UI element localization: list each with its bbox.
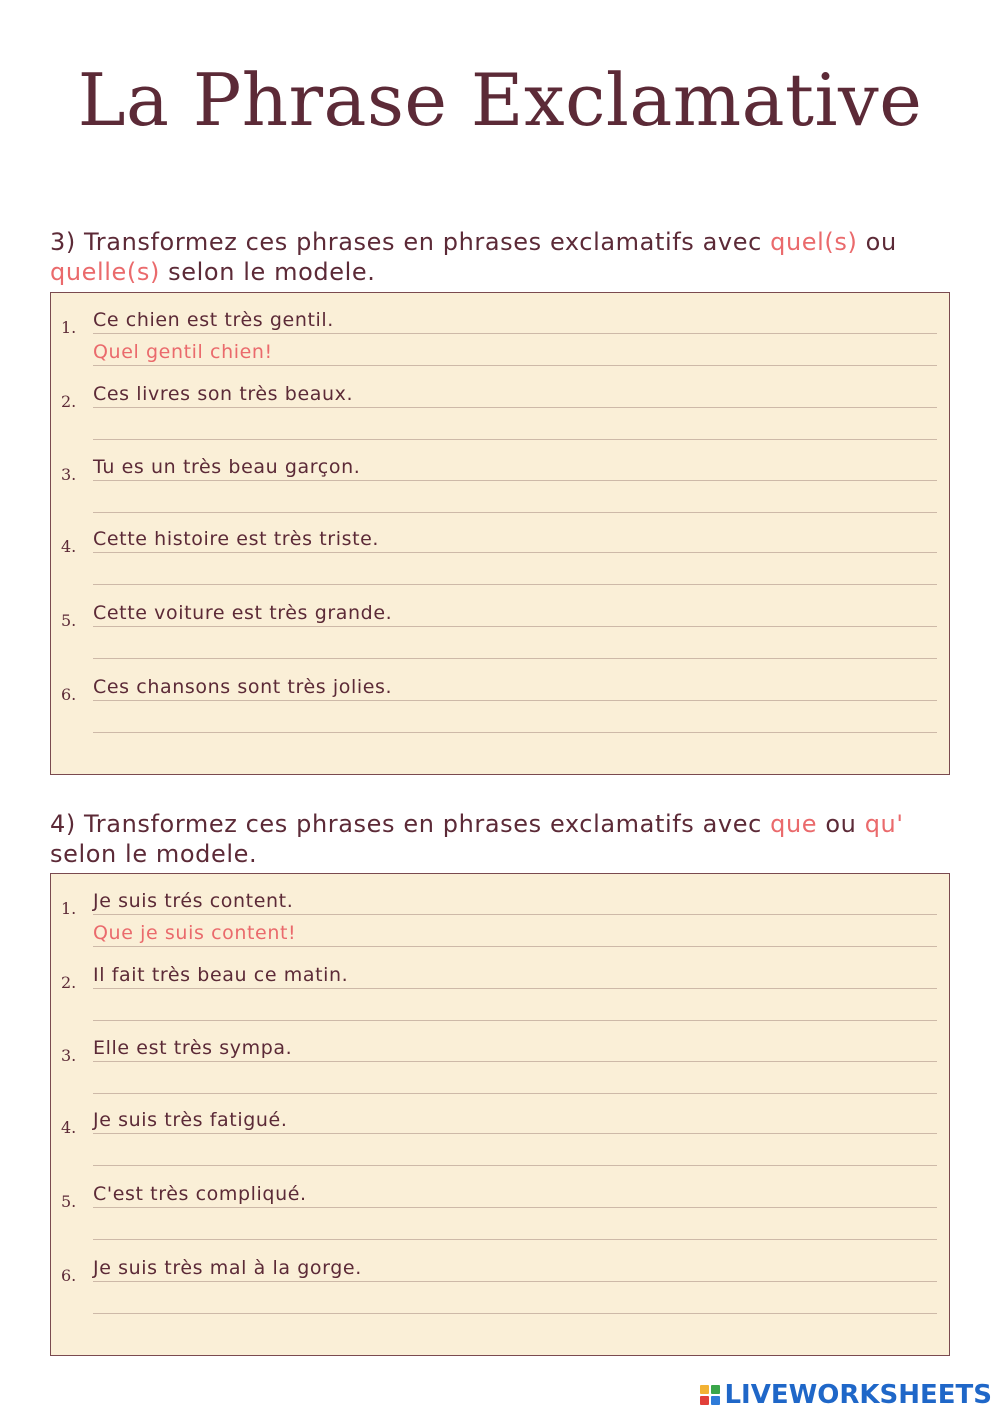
writing-line: [93, 407, 937, 408]
question-text: Ce chien est très gentil.: [93, 309, 334, 331]
answer-input[interactable]: [93, 556, 937, 584]
keyword-qu: qu': [864, 810, 904, 838]
exercise-box-3: [50, 292, 950, 775]
answer-input[interactable]: [93, 630, 937, 658]
question-text: Tu es un très beau garçon.: [93, 456, 361, 478]
item-number: 1.: [61, 899, 77, 918]
instruction-text: selon le modele.: [159, 258, 376, 286]
logo-square: [711, 1385, 720, 1394]
exercise-item: [51, 307, 949, 377]
writing-line: [93, 946, 937, 947]
exercise-item: [51, 1107, 949, 1177]
exercise-item: [51, 454, 949, 524]
question-text: Ces chansons sont très jolies.: [93, 676, 393, 698]
question-text: Elle est très sympa.: [93, 1037, 293, 1059]
logo-text: LIVEWORKSHEETS: [724, 1380, 992, 1410]
exercise-item: [51, 526, 949, 596]
instruction-text: 4) Transformez ces phrases en phrases exclamatifs avec: [50, 810, 771, 838]
exercise-item: [51, 381, 949, 451]
exercise-item: [51, 1035, 949, 1105]
exercise-item: [51, 888, 949, 958]
page-title: La Phrase Exclamative: [77, 58, 923, 142]
answer-input[interactable]: [93, 484, 937, 512]
answer-input[interactable]: [93, 1285, 937, 1313]
writing-line: [93, 365, 937, 366]
writing-line: [93, 732, 937, 733]
liveworksheets-logo: [700, 1382, 992, 1408]
item-number: 3.: [61, 465, 77, 484]
writing-line: [93, 1207, 937, 1208]
question-text: Je suis très mal à la gorge.: [93, 1257, 362, 1279]
logo-square: [711, 1396, 720, 1405]
answer-input[interactable]: [93, 1065, 937, 1093]
writing-line: [93, 1313, 937, 1314]
question-text: Je suis très fatigué.: [93, 1109, 288, 1131]
writing-line: [93, 1165, 937, 1166]
writing-line: [93, 333, 937, 334]
exercise-item: [51, 600, 949, 670]
writing-line: [93, 584, 937, 585]
instruction-text: ou: [817, 810, 865, 838]
section3-instruction: [50, 227, 930, 287]
instruction-text: selon le modele.: [50, 840, 258, 868]
writing-line: [93, 1281, 937, 1282]
exercise-item: [51, 1181, 949, 1251]
writing-line: [93, 1133, 937, 1134]
writing-line: [93, 914, 937, 915]
keyword-quels: quel(s): [770, 228, 858, 256]
logo-square: [700, 1396, 709, 1405]
item-number: 5.: [61, 1192, 77, 1211]
writing-line: [93, 700, 937, 701]
question-text: C'est très compliqué.: [93, 1183, 307, 1205]
answer-input[interactable]: [93, 411, 937, 439]
answer-input[interactable]: [93, 1137, 937, 1165]
item-number: 1.: [61, 318, 77, 337]
writing-line: [93, 626, 937, 627]
question-text: Il fait très beau ce matin.: [93, 964, 349, 986]
writing-line: [93, 552, 937, 553]
example-answer: Que je suis content!: [93, 922, 297, 944]
exercise-item: [51, 1255, 949, 1325]
instruction-text: 3) Transformez ces phrases en phrases exclamatifs avec: [50, 228, 771, 256]
question-text: Cette histoire est très triste.: [93, 528, 380, 550]
example-answer: Quel gentil chien!: [93, 341, 273, 363]
instruction-text: ou: [857, 228, 897, 256]
exercise-item: [51, 962, 949, 1032]
item-number: 2.: [61, 973, 77, 992]
item-number: 6.: [61, 1266, 77, 1285]
writing-line: [93, 439, 937, 440]
item-number: 4.: [61, 1118, 77, 1137]
question-text: Ces livres son très beaux.: [93, 383, 354, 405]
item-number: 3.: [61, 1046, 77, 1065]
keyword-que: que: [770, 810, 818, 838]
writing-line: [93, 512, 937, 513]
writing-line: [93, 1239, 937, 1240]
question-text: Cette voiture est très grande.: [93, 602, 393, 624]
writing-line: [93, 480, 937, 481]
writing-line: [93, 1061, 937, 1062]
section4-instruction: [50, 809, 930, 869]
answer-input[interactable]: [93, 992, 937, 1020]
answer-input[interactable]: [93, 1211, 937, 1239]
keyword-quelles: quelle(s): [50, 258, 160, 286]
answer-input[interactable]: [93, 704, 937, 732]
logo-icon: [700, 1385, 720, 1405]
item-number: 2.: [61, 392, 77, 411]
writing-line: [93, 1093, 937, 1094]
writing-line: [93, 658, 937, 659]
question-text: Je suis trés content.: [93, 890, 294, 912]
exercise-item: [51, 674, 949, 744]
exercise-box-4: [50, 873, 950, 1356]
writing-line: [93, 988, 937, 989]
item-number: 6.: [61, 685, 77, 704]
logo-square: [700, 1385, 709, 1394]
item-number: 4.: [61, 537, 77, 556]
item-number: 5.: [61, 611, 77, 630]
writing-line: [93, 1020, 937, 1021]
